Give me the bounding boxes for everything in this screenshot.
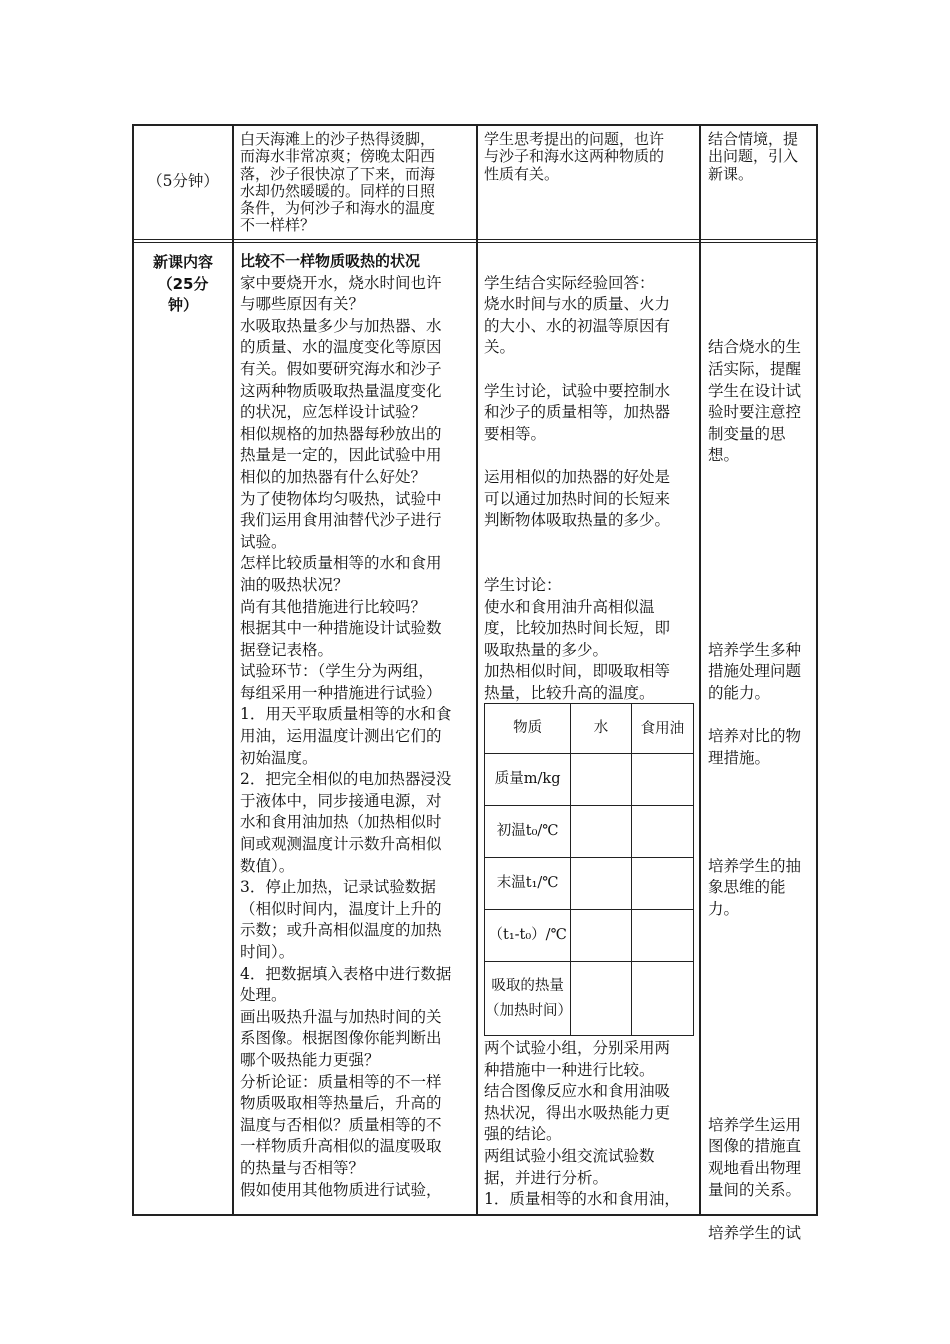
teacher-line: 据登记表格。 <box>240 640 334 659</box>
intent-line <box>708 1028 816 1050</box>
teacher-line: 1．用天平取质量相等的水和食 <box>240 705 452 724</box>
student-line: 的大小、水的初温等原因有 <box>484 316 671 335</box>
intent-line <box>708 273 816 295</box>
teacher-line: 的热量与否相等？ <box>240 1158 365 1177</box>
cell-water <box>571 910 631 962</box>
teacher-line: 怎样比较质量相等的水和食用 <box>240 554 442 573</box>
student-line: 两组试验小组交流试验数 <box>484 1146 655 1165</box>
row-label-temp-change: （t₁-t₀）/℃ <box>485 910 571 962</box>
student-line: 学生讨论： <box>484 575 562 594</box>
col-border-right <box>816 124 818 1216</box>
student-line <box>484 445 698 467</box>
cell-oil <box>631 754 693 806</box>
row-label-initial-temp: 初温t₀/℃ <box>485 806 571 858</box>
intent-line <box>708 942 816 964</box>
intent-line <box>708 791 816 813</box>
row1-stage: （5分钟） <box>147 172 219 190</box>
intent-line <box>708 489 816 511</box>
teacher-line: 水吸取热量多少与加热器、水 <box>240 316 442 335</box>
intent-line <box>708 964 816 986</box>
row1-teacher: 白天海滩上的沙子热得烫脚， 而海水非常凉爽；傍晚太阳西 落，沙子很快凉了下来，而海 水却仍然暖暖的。同样的日照 条件，为何沙子和海水的温度 不一样样？ <box>240 130 436 235</box>
teacher-line: 处理。 <box>240 986 287 1005</box>
cell-oil <box>631 806 693 858</box>
student-bottom-lines <box>484 1038 698 1211</box>
intent-line: 活实际，提醒 <box>708 359 802 378</box>
teacher-line: 用油，运用温度计测出它们的 <box>240 727 442 746</box>
row-label-mass: 质量m/kg <box>485 754 571 806</box>
student-top-lines <box>484 251 698 704</box>
intent-line: 培养学生运用 <box>708 1115 802 1134</box>
header-substance: 物质 <box>485 704 571 754</box>
header-water: 水 <box>571 704 631 754</box>
header-oil: 食用油 <box>631 704 693 754</box>
cell-water <box>571 962 631 1036</box>
student-line: 结合图像反应水和食用油吸 <box>484 1082 671 1101</box>
student-line: 运用相似的加热器的好处是 <box>484 467 671 486</box>
intent-lines <box>708 251 816 1244</box>
teacher-line: 3．停止加热，记录试验数据 <box>240 878 436 897</box>
teacher-line: 2．把完全相似的电加热器浸没 <box>240 770 452 789</box>
row-label-heat: 吸取的热量（加热时间） <box>485 962 571 1036</box>
table-row <box>485 754 694 806</box>
teacher-line: 分析论证：质量相等的不一样 <box>240 1072 442 1091</box>
teacher-line: 尚有其他措施进行比较吗？ <box>240 597 427 616</box>
teacher-line: 热量是一定的，因此试验中用 <box>240 446 442 465</box>
intent-line: 措施处理问题 <box>708 662 802 681</box>
teacher-line: 4．把数据填入表格中进行数据 <box>240 964 452 983</box>
col-border-1 <box>232 124 234 1216</box>
row2-student-top <box>484 251 698 704</box>
teacher-line: 与哪些原因有关？ <box>240 295 365 314</box>
intent-line: 象思维的能 <box>708 878 786 897</box>
student-line: 可以通过加热时间的长短来 <box>484 489 671 508</box>
intent-line <box>708 704 816 726</box>
student-line <box>484 251 698 273</box>
student-line: 种措施中一种进行比较。 <box>484 1060 655 1079</box>
intent-line: 验时要注意控 <box>708 403 802 422</box>
intent-line: 培养对比的物 <box>708 727 802 746</box>
row2-student-bottom <box>484 1038 698 1211</box>
intent-line: 培养学生的抽 <box>708 856 802 875</box>
student-line <box>484 553 698 575</box>
intent-line <box>708 575 816 597</box>
teacher-line: 系图像。根据图像你能判断出 <box>240 1029 442 1048</box>
intent-line <box>708 532 816 554</box>
intent-line <box>708 812 816 834</box>
cell-oil <box>631 910 693 962</box>
student-line: 据，并进行分析。 <box>484 1168 609 1187</box>
row-divider <box>132 239 818 243</box>
teacher-line: 每组采用一种措施进行试验） <box>240 683 442 702</box>
intent-line: 力。 <box>708 899 740 918</box>
teacher-line: 初始温度。 <box>240 748 318 767</box>
teacher-line: 物质吸取相等热量后，升高的 <box>240 1094 442 1113</box>
intent-line: 培养学生多种 <box>708 640 802 659</box>
student-line: 使水和食用油升高相似温 <box>484 597 655 616</box>
row2-intent <box>708 251 816 1244</box>
student-line: 要相等。 <box>484 424 547 443</box>
intent-line <box>708 467 816 489</box>
teacher-line: 数值）。 <box>240 856 295 875</box>
lesson-plan-table <box>132 124 818 1242</box>
intent-line <box>708 597 816 619</box>
table-top-border <box>132 124 818 126</box>
table-row <box>485 806 694 858</box>
intent-line <box>708 510 816 532</box>
intent-line: 观地看出物理 <box>708 1158 802 1177</box>
teacher-line: 的状况，应怎样设计试验？ <box>240 403 427 422</box>
intent-line: 学生在设计试 <box>708 381 802 400</box>
student-line: 强的结论。 <box>484 1125 562 1144</box>
intent-line <box>708 769 816 791</box>
teacher-line: 这两种物质吸取热量温度变化 <box>240 381 442 400</box>
student-line: 烧水时间与水的质量、火力 <box>484 295 671 314</box>
student-line: 学生讨论，试验中要控制水 <box>484 381 671 400</box>
intent-line: 量间的关系。 <box>708 1180 802 1199</box>
student-line: 度，比较加热时间长短，即 <box>484 619 671 638</box>
teacher-line: 相似规格的加热器每秒放出的 <box>240 424 442 443</box>
intent-line: 结合烧水的生 <box>708 338 802 357</box>
cell-water <box>571 806 631 858</box>
table-row <box>485 858 694 910</box>
intent-line <box>708 1072 816 1094</box>
row2-teacher <box>240 251 476 1201</box>
intent-line <box>708 920 816 942</box>
teacher-lines <box>240 273 476 1202</box>
row1-student: 学生思考提出的问题，也许 与沙子和海水这两种物质的 性质有关。 <box>484 130 665 183</box>
row-label-final-temp: 末温t₁/℃ <box>485 858 571 910</box>
cell-water <box>571 754 631 806</box>
section-heading: 比较不一样物质吸热的状况 <box>240 252 421 270</box>
teacher-line: 水和食用油加热（加热相似时 <box>240 813 442 832</box>
col-border-2 <box>476 124 478 1216</box>
student-line: 1．质量相等的水和食用油， <box>484 1190 680 1209</box>
intent-line <box>708 1007 816 1029</box>
table-header-row <box>485 704 694 754</box>
intent-line: 理措施。 <box>708 748 771 767</box>
col-border-3 <box>699 124 701 1216</box>
teacher-line: 家中要烧开水，烧水时间也许 <box>240 273 442 292</box>
row2-stage: 新课内容 （25分 钟） <box>152 253 213 315</box>
teacher-line: 试验环节：（学生分为两组， <box>240 662 434 681</box>
intent-line <box>708 834 816 856</box>
intent-line <box>708 1201 816 1223</box>
student-line: 关。 <box>484 338 516 357</box>
teacher-line: 根据其中一种措施设计试验数 <box>240 619 442 638</box>
student-line: 热状况，得出水吸热能力更 <box>484 1103 671 1122</box>
student-line: 和沙子的质量相等，加热器 <box>484 403 671 422</box>
teacher-line: 温度与否相似？质量相等的不 <box>240 1115 442 1134</box>
cell-oil <box>631 962 693 1036</box>
intent-line <box>708 1050 816 1072</box>
teacher-line: 我们运用食用油替代沙子进行 <box>240 511 442 530</box>
teacher-line: 油的吸热状况？ <box>240 575 349 594</box>
teacher-line: 为了使物体均匀吸热，试验中 <box>240 489 442 508</box>
intent-line <box>708 553 816 575</box>
teacher-line: 假如使用其他物质进行试验， <box>240 1180 442 1199</box>
teacher-line: 有关。假如要研究海水和沙子 <box>240 359 442 378</box>
student-line: 两个试验小组，分别采用两 <box>484 1039 671 1057</box>
student-line: 加热相似时间，即吸取相等 <box>484 662 671 681</box>
intent-line <box>708 316 816 338</box>
cell-water <box>571 858 631 910</box>
student-line: 吸取热量的多少。 <box>484 640 609 659</box>
teacher-line: 的质量、水的温度变化等原因 <box>240 338 442 357</box>
intent-line: 图像的措施直 <box>708 1137 802 1156</box>
table-row <box>485 910 694 962</box>
teacher-line: 画出吸热升温与加热时间的关 <box>240 1007 442 1026</box>
intent-line: 培养学生的试 <box>708 1223 802 1242</box>
teacher-line: 试验。 <box>240 532 287 551</box>
teacher-line: 时间）。 <box>240 943 295 961</box>
teacher-line: 于液体中，同步接通电源，对 <box>240 791 442 810</box>
teacher-line: 间或观测温度计示数升高相似 <box>240 835 442 854</box>
teacher-line: 哪个吸热能力更强？ <box>240 1050 380 1069</box>
cell-oil <box>631 858 693 910</box>
intent-line <box>708 985 816 1007</box>
student-line: 判断物体吸取热量的多少。 <box>484 511 671 530</box>
table-row <box>485 962 694 1036</box>
student-line <box>484 532 698 554</box>
teacher-line: 相似的加热器有什么好处？ <box>240 467 427 486</box>
intent-line <box>708 1093 816 1115</box>
student-line <box>484 359 698 381</box>
intent-line: 制变量的思 <box>708 424 786 443</box>
teacher-line: 一样物质升高相似的温度吸取 <box>240 1137 442 1156</box>
intent-line <box>708 294 816 316</box>
teacher-line: （相似时间内，温度计上升的 <box>240 899 442 918</box>
intent-line <box>708 618 816 640</box>
student-line: 学生结合实际经验回答： <box>484 273 655 292</box>
intent-line: 的能力。 <box>708 683 771 702</box>
row1-intent: 结合情境，提 出问题，引入 新课。 <box>708 130 799 183</box>
teacher-line: 示数；或升高相似温度的加热 <box>240 921 442 940</box>
intent-line <box>708 251 816 273</box>
student-line: 热量，比较升高的温度。 <box>484 683 655 702</box>
intent-line: 想。 <box>708 446 740 465</box>
data-record-table <box>484 703 694 1035</box>
